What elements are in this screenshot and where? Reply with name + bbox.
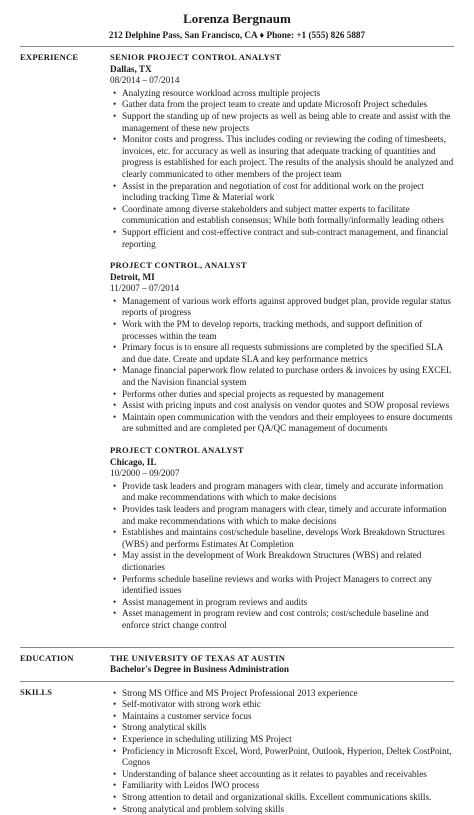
skill-item: • Strong analytical and problem solving skills	[122, 804, 454, 815]
job-bullet: • Provides task leaders and program managers with clear, timely and accurate information and make recommendations with which to make decisions	[122, 504, 454, 527]
section-divider	[20, 647, 454, 648]
job-entry	[110, 52, 454, 250]
job-bullet: • Assist management in program reviews and audits	[122, 597, 454, 609]
contact-line: 212 Delphine Pass, San Francisco, CA ♦ Phone: +1 (555) 826 5887	[108, 30, 366, 40]
job-bullet: • Support the standing up of new projects as well as being able to create and assist with the management of these new projects	[122, 111, 454, 134]
job-location: Chicago, IL	[110, 456, 157, 467]
skill-item: • Experience in scheduling utilizing MS Project	[122, 734, 454, 746]
job-bullet: • Asset management in program review and cost controls; cost/schedule baseline and enforce strict change control	[122, 608, 454, 631]
skill-item: • Strong attention to detail and organizational skills. Excellent communications skills.	[122, 792, 454, 804]
skill-item: • Understanding of balance sheet accounting as it relates to payables and receivables	[122, 769, 454, 781]
job-bullet: • Assist with pricing inputs and cost analysis on vendor quotes and SOW proposal reviews	[122, 400, 454, 412]
skills-section	[20, 687, 454, 815]
section-divider	[20, 681, 454, 682]
job-bullet: • Performs other duties and special projects as requested by management	[122, 389, 454, 401]
job-bullet: • Manage financial paperwork flow related to purchase orders & invoices by using EXCEL and the Navision financial system	[122, 365, 454, 388]
experience-section	[20, 52, 454, 642]
job-dates: 11/2007 – 07/2014	[110, 283, 180, 294]
job-entry	[110, 260, 454, 435]
job-title: PROJECT CONTROL, ANALYST	[110, 260, 247, 271]
education-degree: Bachelor's Degree in Business Administration	[110, 664, 289, 675]
job-bullet: • Maintain open communication with the vendors and their employees to ensure documents are submitted and are completed per QA/QC management of documents	[122, 412, 454, 435]
skill-item: • Self-motivator with strong work ethic	[122, 699, 454, 711]
section-label-skills: SKILLS	[20, 686, 53, 697]
header-divider	[20, 46, 454, 47]
section-label-experience: EXPERIENCE	[20, 52, 79, 62]
job-bullet: • Performs schedule baseline reviews and works with Project Managers to correct any identified issues	[122, 574, 454, 597]
education-section	[20, 653, 454, 676]
job-bullet: • Primary focus is to ensure all requests submissions are completed by the specified SLA and due date. Create and update SLA and key performance metrics	[122, 342, 454, 365]
job-bullet: • Management of various work efforts against approved budget plan, provide regular status reports of progress	[122, 296, 454, 319]
job-bullet: • Monitor costs and progress. This includes coding or reviewing the coding of timesheets, invoices, etc. for accuracy as well as insuring that adequate tracking of quantities and progress is established for each project. The results of the analysis should be analyzed and clearly communicated to other members of the project team	[122, 134, 454, 180]
job-bullets	[110, 296, 454, 435]
skill-item: • Maintains a customer service focus	[122, 711, 454, 723]
job-bullet: • Assist in the preparation and negotiation of cost for additional work on the project including tracking Time & Material work	[122, 181, 454, 204]
job-location: Dallas, TX	[110, 63, 152, 74]
job-bullet: • Establishes and maintains cost/schedule baseline, develops Work Breakdown Structures (WBS) and performs Estimates At Completion	[122, 527, 454, 550]
skill-item: • Strong MS Office and MS Project Professional 2013 experience	[122, 688, 454, 700]
job-title: SENIOR PROJECT CONTROL ANALYST	[110, 52, 282, 62]
job-bullet: • Gather data from the project team to create and update Microsoft Project schedules	[122, 99, 454, 111]
job-bullet: • Provide task leaders and program managers with clear, timely and accurate information and make recommendations with which to make decisions	[122, 481, 454, 504]
job-dates: 08/2014 – 07/2014	[110, 75, 180, 86]
job-bullet: • Work with the PM to develop reports, tracking methods, and support definition of processes within the team	[122, 319, 454, 342]
job-dates: 10/2000 – 09/2007	[110, 468, 180, 479]
job-bullet: • Analyzing resource workload across multiple projects	[122, 88, 454, 100]
skills-list	[110, 688, 454, 815]
job-location: Detroit, MI	[110, 271, 155, 282]
job-bullets	[110, 88, 454, 250]
job-entry	[110, 445, 454, 632]
job-bullets	[110, 481, 454, 632]
experience-list	[110, 52, 454, 642]
skill-item: • Proficiency in Microsoft Excel, Word, PowerPoint, Outlook, Hyperion, Deltek CostPoint, Cognos	[122, 746, 454, 769]
job-bullet: • Support efficient and cost-effective contract and sub-contract management, and financial reporting	[122, 227, 454, 250]
job-bullet: • May assist in the development of Work Breakdown Structures (WBS) and related dictionaries	[122, 550, 454, 573]
job-bullet: • Coordinate among diverse stakeholders and subject matter experts to facilitate communication and establish consensus; While both formally/informally leading others	[122, 204, 454, 227]
job-title: PROJECT CONTROL ANALYST	[110, 445, 244, 455]
skill-item: • Familiarity with Leidos IWO process	[122, 780, 454, 792]
education-school: THE UNIVERSITY OF TEXAS AT AUSTIN	[110, 652, 286, 663]
section-label-education: EDUCATION	[20, 652, 74, 663]
candidate-name: Lorenza Bergnaum	[183, 11, 291, 26]
skill-item: • Strong analytical skills	[122, 722, 454, 734]
